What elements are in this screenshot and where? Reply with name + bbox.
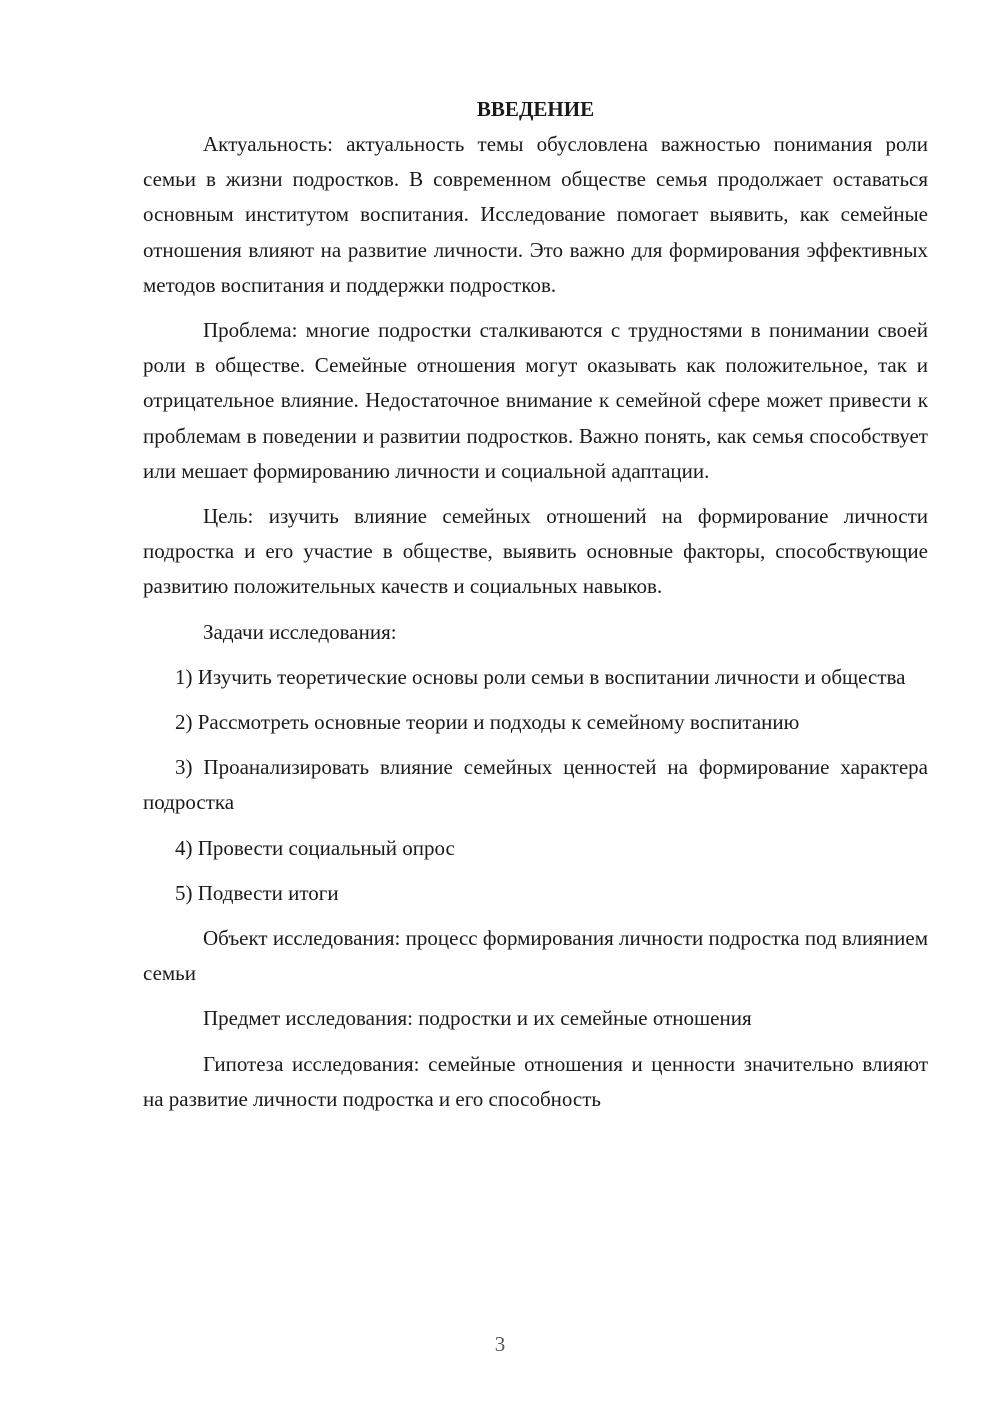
- paragraph-hypothesis: Гипотеза исследования: семейные отношения и ценности значительно влияют на развитие личности подростка и его способность: [143, 1051, 928, 1111]
- section-title: ВВЕДЕНИЕ: [476, 97, 595, 121]
- tasks-heading: Задачи исследования:: [203, 619, 397, 644]
- task-item-3: 3) Проанализировать влияние семейных ценностей на формирование характера подростка: [143, 755, 928, 815]
- task-item-5: 5) Подвести итоги: [175, 880, 339, 905]
- task-item-2: 2) Рассмотреть основные теории и подходы к семейному воспитанию: [175, 710, 800, 735]
- task-item-4: 4) Провести социальный опрос: [175, 835, 455, 860]
- paragraph-relevance: Актуальность: актуальность темы обусловлена важностью понимания роли семьи в жизни подростков. В современном обществе семья продолжает оставаться основным институтом воспитания. Исследование помогает выявить, как семейные отношения влияют на развитие личности. Это важно для формирования эффективных методов воспитания и поддержки подростков.: [143, 132, 928, 297]
- paragraph-subject: Предмет исследования: подростки и их семейные отношения: [203, 1006, 752, 1031]
- paragraph-object: Объект исследования: процесс формирования личности подростка под влиянием семьи: [143, 926, 928, 986]
- document-page: [143, 92, 928, 1127]
- paragraph-goal: Цель: изучить влияние семейных отношений на формирование личности подростка и его участие в обществе, выявить основные факторы, способствующие развитию положительных качеств и социальных навыков.: [143, 504, 928, 599]
- page-number: 3: [494, 1332, 506, 1356]
- task-item-1: 1) Изучить теоретические основы роли семьи в воспитании личности и общества: [175, 664, 906, 689]
- paragraph-problem: Проблема: многие подростки сталкиваются с трудностями в понимании своей роли в обществе. Семейные отношения могут оказывать как положительное, так и отрицательное влияние. Недостаточное внимание к семейной сфере может привести к проблемам в поведении и развитии подростков. Важно понять, как семья способствует или мешает формированию личности и социальной адаптации.: [143, 318, 928, 483]
